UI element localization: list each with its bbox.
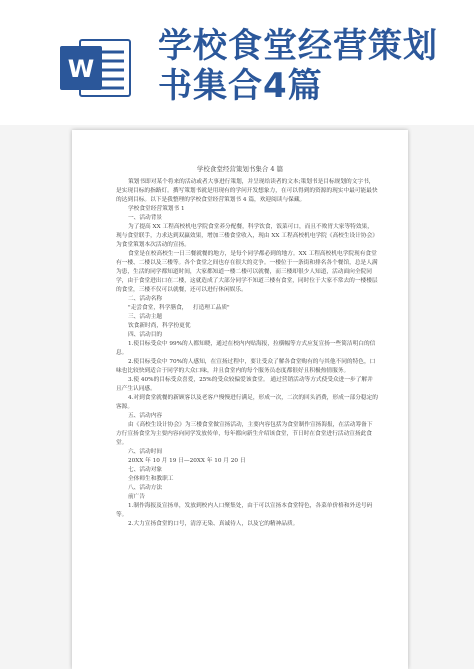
word-logo-letter: W [67,55,95,83]
document-paragraph: 六、活动时间 [128,449,163,455]
document-paragraph: 4.对到食堂就餐的新顾客以及老客户慢慢进行满足，形成一次，二次的回头消费，形成一部分稳定的客源。 [116,395,378,410]
document-paragraph: 三、活动主题 [128,314,163,320]
page-title [158,26,458,106]
document-paragraph: 七、活动对象 [128,467,163,473]
document-paragraph: 由《高校生设计协会》为三楼食堂做宣扬活动，主要内容包括为食堂制作宣扬海报，在活动筹备下方行宣扬食堂为主要内容向同学发放传单，每年都向新生介绍该食堂，节日时在食堂进行活动宣扬此食堂。 [116,422,373,446]
document-paragraph: 1.使目标受众中 99%的人都知晓，通过在校内内贴海报，拉横幅等方式应复宣扬一些简洁明白的信息。 [116,341,376,356]
word-document-icon [58,38,132,98]
document-title: 学校食堂经营策划书集合 4 篇 [196,165,284,173]
document-paragraph: "走尝食堂，科学膳食， 打造理工品质" [128,305,230,311]
document-paragraph: 3.使 40%的目标受众喜爱，25%的受众较偏爱该食堂。 通过营销活动等方式使受众进一步了解并且产生认同感。 [116,377,373,392]
document-paragraph: 食堂是在校高校生一日三餐就餐的地方，是每个同学都必到的地方。XX 工程高校机电学院现有食堂有一楼、二楼以及三楼等。各个食堂之间也存在很大的竞争。一楼位于一条街和排名各个餐馆，总是人满为患，生活的同学都知道时间，大家都知道一楼二楼可以就餐，而三楼却很少人知道，活动面向全院同学，由于食堂进出口在二楼，这就造成了大部分同学不知道三楼有食堂，同时位于大家不常去的一楼楼层的食堂，三楼不仅可以就餐，还可以进行休闲娱乐。 [116,251,378,293]
document-paragraph: 策划书即对某个将来的活动或者大事进行策划，并呈现给读者的文本;策划书是目标规划的文字书，是实现目标的指路灯。撰写策划书就是用现有的学问开发想象力，在可以得到的资源的现实中最可能最快的达到目标。以下是我整理的学校食堂经营策划书 4 篇，欢迎阅读与保藏。 [116,179,378,203]
document-paragraph: 20XX 年 10 月 19 日—20XX 年 10 月 20 日 [128,458,246,464]
document-paragraph: 四、活动目的 [128,332,163,338]
document-paragraph: 五、活动内容 [128,413,163,419]
document-paragraph: 1.制作海报及宣扬单，发放到校内人口聚集处，由于可以宣扬本食堂特色，各菜单价格和外送号码等。 [116,503,373,518]
page-title-line-2: 书集合4篇 [158,66,323,106]
header-banner [0,0,474,125]
document-paragraph: 饮食新时尚，科学扮更优 [128,323,191,329]
document-paragraph: 全体师生和教职工 [128,476,174,482]
document-paragraph: 二、活动名称 [128,296,163,302]
document-body [116,178,378,529]
document-paragraph: 学校食堂经营策划书 1 [128,206,185,212]
document-paragraph: 2.使目标受众中 70%的人感知，在宣扬过程中，要让受众了解各食堂购有的与其他不同的特色，口味也比较快到适合于同学的大众口味，并且食堂内的每个服务员态度都很好且积极热情服务。 [116,359,376,374]
document-paragraph: 八、活动方法 [128,485,163,491]
document-paragraph: 一、活动背景 [128,215,163,221]
document-paragraph: 2.大力宣扬食堂的口号，清淳无染、真诚待人，以及它的精神品质。 [128,521,299,527]
document-paragraph: 为了提高 XX 工程高校机电学院食堂养分配餐，科学饮食，饭菜可口，而且不败胃大家等特效果，现与食堂联手，力求达到双赢效果，增加三楼食堂收入，现由 XX 工程高校机电学院《高校生设计协会》为食堂策划本次活动的宣扬。 [116,224,378,248]
page-title-line-1: 学校食堂经营策划 [158,26,438,66]
document-paragraph: 前广告 [128,494,146,500]
document-page [72,130,408,669]
